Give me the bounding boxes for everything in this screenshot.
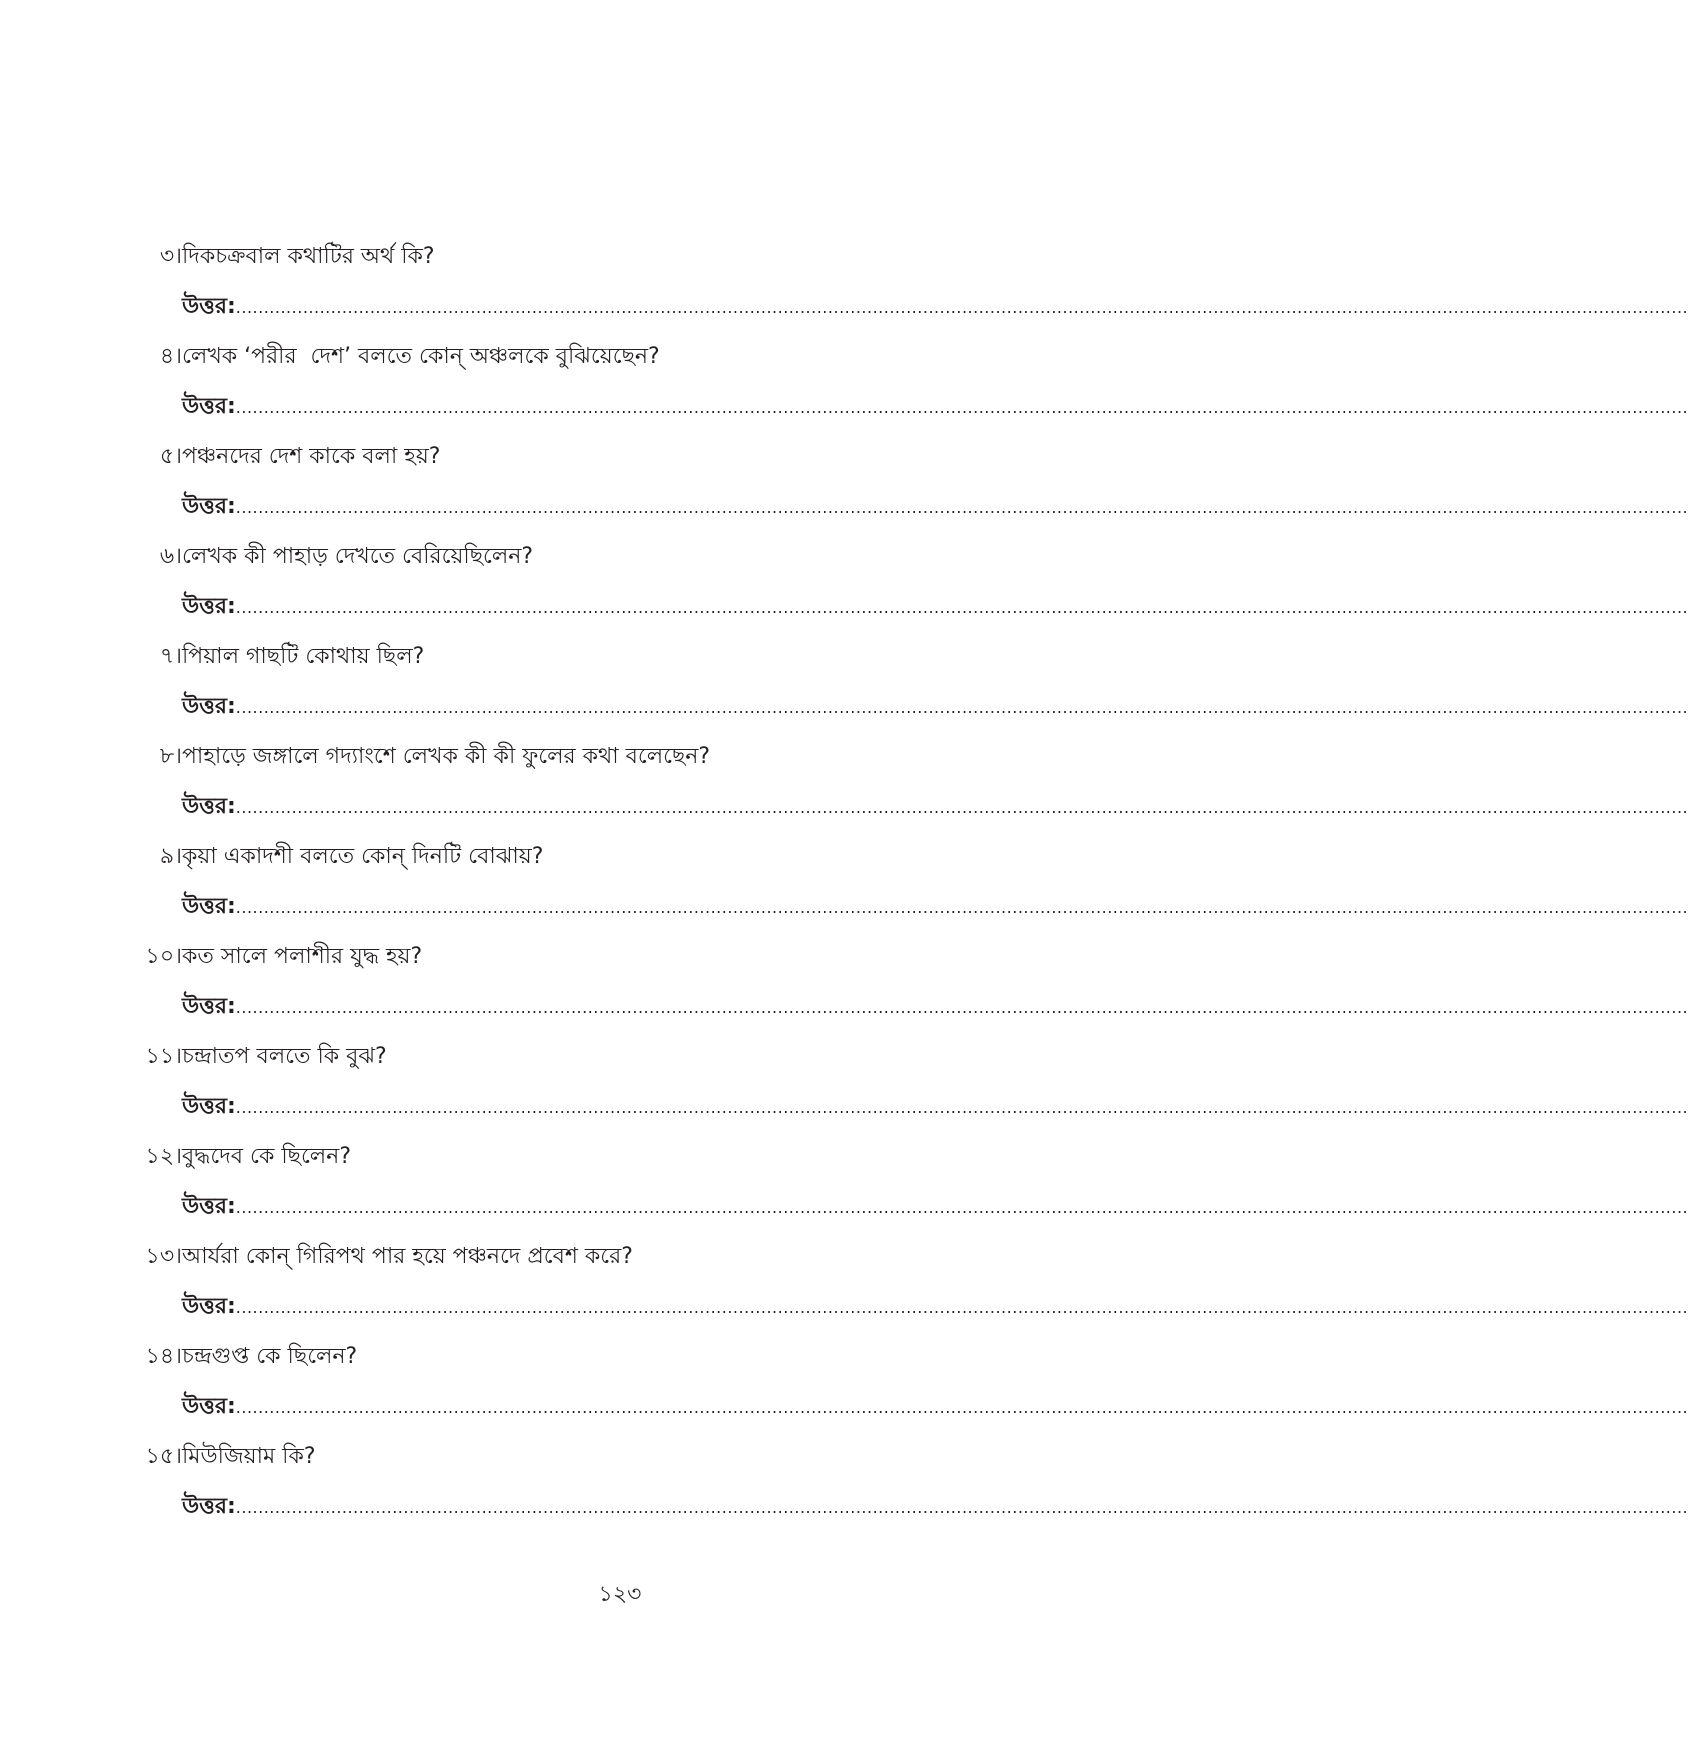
answer-line[interactable] [182,1490,1688,1524]
answer-label: উত্তর: [182,894,236,919]
question [159,739,711,775]
answer-label: উত্তর: [182,294,236,319]
answer-dotted-line: .................................................................................................................................................................................................................................................................... [235,498,1688,517]
answer-line[interactable] [182,1390,1688,1424]
question [145,1239,633,1275]
question [159,339,660,375]
answer-dotted-line: .................................................................................................................................................................................................................................................................... [235,1398,1688,1417]
answer-line[interactable] [182,1290,1688,1324]
question-item [0,839,1688,939]
answer-line[interactable] [182,890,1688,924]
answer-dotted-line: .................................................................................................................................................................................................................................................................... [235,798,1688,817]
page-number: ১২৩ [598,1582,642,1607]
question-item [0,339,1688,439]
question-text: বুদ্ধদেব কে ছিলেন? [182,1144,351,1169]
answer-dotted-line: .................................................................................................................................................................................................................................................................... [235,898,1688,917]
question-item [0,739,1688,839]
question-text: মিউজিয়াম কি? [182,1444,316,1469]
answer-line[interactable] [182,290,1688,324]
question-text: পিয়াল গাছটি কোথায় ছিল? [182,644,425,669]
answer-dotted-line: .................................................................................................................................................................................................................................................................... [235,598,1688,617]
question-item [0,539,1688,639]
question-item [0,1239,1688,1339]
answer-dotted-line: .................................................................................................................................................................................................................................................................... [235,1498,1688,1517]
question-item [0,239,1688,339]
question-text: আর্যরা কোন্ গিরিপথ পার হয়ে পঞ্চনদে প্রবেশ করে? [182,1244,633,1269]
question-number: ৮। [159,744,182,769]
question-item [0,939,1688,1039]
question-number: ১২। [145,1144,182,1169]
answer-dotted-line: .................................................................................................................................................................................................................................................................... [235,298,1688,317]
question-item [0,1039,1688,1139]
question [145,1139,351,1175]
question [159,539,534,575]
question-number: ১১। [145,1044,182,1069]
question-number: ১৪। [145,1344,182,1369]
question [145,1039,387,1075]
question-number: ১০। [145,944,182,969]
question-number: ১৫। [145,1444,182,1469]
question-item [0,639,1688,739]
answer-line[interactable] [182,1090,1688,1124]
answer-line[interactable] [182,1190,1688,1224]
question-item [0,1439,1688,1539]
answer-label: উত্তর: [182,1294,236,1319]
answer-label: উত্তর: [182,394,236,419]
answer-label: উত্তর: [182,1194,236,1219]
question-number: ৯। [159,844,182,869]
answer-dotted-line: .................................................................................................................................................................................................................................................................... [235,998,1688,1017]
question-number: ৭। [159,644,182,669]
question-text: চন্দ্রগুপ্ত কে ছিলেন? [182,1344,358,1369]
question-number: ৪। [159,344,182,369]
question [145,939,423,975]
question-number: ১৩। [145,1244,182,1269]
question-text: দিকচক্রবাল কথাটির অর্থ কি? [182,244,435,269]
answer-label: উত্তর: [182,594,236,619]
answer-label: উত্তর: [182,994,236,1019]
answer-line[interactable] [182,590,1688,624]
answer-label: উত্তর: [182,1094,236,1119]
answer-dotted-line: .................................................................................................................................................................................................................................................................... [235,398,1688,417]
answer-line[interactable] [182,690,1688,724]
question-text: লেখক ‘পরীর দেশ’ বলতে কোন্ অঞ্চলকে বুঝিয়েছেন? [182,344,660,369]
question-text: পঞ্চনদের দেশ কাকে বলা হয়? [182,444,441,469]
answer-label: উত্তর: [182,794,236,819]
question-number: ৫। [159,444,182,469]
question [159,439,441,475]
question-text: কৃয়া একাদশী বলতে কোন্ দিনটি বোঝায়? [182,844,544,869]
answer-dotted-line: .................................................................................................................................................................................................................................................................... [235,1298,1688,1317]
answer-line[interactable] [182,790,1688,824]
answer-line[interactable] [182,490,1688,524]
question [159,239,435,275]
answer-label: উত্তর: [182,1494,236,1519]
answer-label: উত্তর: [182,694,236,719]
question-number: ৬। [159,544,182,569]
question-item [0,439,1688,539]
answer-dotted-line: .................................................................................................................................................................................................................................................................... [235,1098,1688,1117]
question-text: কত সালে পলাশীর যুদ্ধ হয়? [182,944,423,969]
answer-line[interactable] [182,990,1688,1024]
answer-dotted-line: .................................................................................................................................................................................................................................................................... [235,1198,1688,1217]
question-text: পাহাড়ে জঙ্গালে গদ্যাংশে লেখক কী কী ফুলের কথা বলেছেন? [182,744,711,769]
question-text: চন্দ্রাতপ বলতে কি বুঝ? [182,1044,387,1069]
answer-dotted-line: .................................................................................................................................................................................................................................................................... [235,698,1688,717]
answer-label: উত্তর: [182,494,236,519]
question-text: লেখক কী পাহাড় দেখতে বেরিয়েছিলেন? [182,544,534,569]
question-item [0,1339,1688,1439]
question-list [0,239,1688,1539]
question [159,639,425,675]
question-item [0,1139,1688,1239]
answer-line[interactable] [182,390,1688,424]
question [145,1339,358,1375]
answer-label: উত্তর: [182,1394,236,1419]
question [145,1439,316,1475]
question-number: ৩। [159,244,182,269]
question [159,839,544,875]
